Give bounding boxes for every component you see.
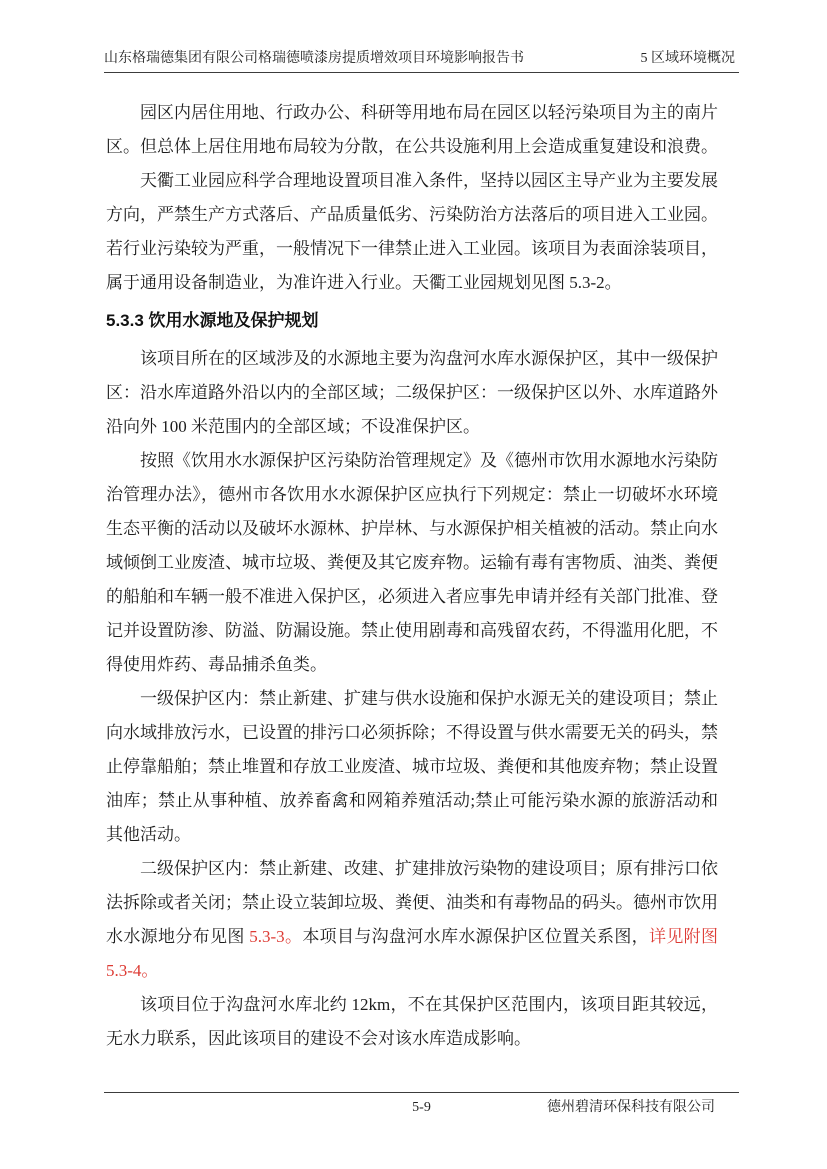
section-heading-5-3-3: 5.3.3 饮用水源地及保护规划 (106, 311, 319, 330)
header-chapter-label: 5 区域环境概况 (640, 51, 735, 66)
paragraph-second-level-zone-rules (106, 852, 718, 988)
page-header (104, 50, 739, 73)
document-body (106, 96, 718, 1056)
page-footer (104, 1092, 739, 1119)
paragraph-water-source-zones: 该项目所在的区域涉及的水源地主要为沟盘河水库水源保护区，其中一级保护区：沿水库道路外沿以内的全部区域；二级保护区：一级保护区以外、水库道路外沿向外 100 米范围内的全部区域；不设准保护区。 (106, 349, 718, 436)
paragraph-park-entry-conditions: 天衢工业园应科学合理地设置项目准入条件，坚持以园区主导产业为主要发展方向，严禁生产方式落后、产品质量低劣、污染防治方法落后的项目进入工业园。若行业污染较为严重，一般情况下一律禁止进入工业园。该项目为表面涂装项目，属于通用设备制造业，为准许进入行业。天衢工业园规划见图 5.3-2。 (106, 171, 718, 292)
figure-reference-5-3-4: 详见附图 5.3-4。 (106, 927, 718, 980)
page-number: 5-9 (412, 1100, 431, 1115)
paragraph-first-level-zone-rules: 一级保护区内：禁止新建、扩建与供水设施和保护水源无关的建设项目；禁止向水域排放污水，已设置的排污口必须拆除；不得设置与供水需要无关的码头，禁止停靠船舶；禁止堆置和存放工业废渣、城市垃圾、粪便和其他废弃物；禁止设置油库；禁止从事种植、放养畜禽和网箱养殖活动;禁止可能污染水源的旅游活动和其他活动。 (106, 689, 718, 844)
figure-reference-5-3-3: 5.3-3。 (249, 927, 303, 946)
paragraph-text: 二级保护区内：禁止新建、改建、扩建排放污染物的建设项目；原有排污口依法拆除或者关闭；禁止设立装卸垃圾、粪便、油类和有毒物品的码头。德州市饮用水水源地分布见图 (106, 859, 718, 946)
header-report-title: 山东格瑞德集团有限公司格瑞德喷漆房提质增效项目环境影响报告书 (104, 51, 524, 66)
paragraph-project-distance-conclusion: 该项目位于沟盘河水库北约 12km，不在其保护区范围内，该项目距其较远，无水力联系，因此该项目的建设不会对该水库造成影响。 (106, 995, 718, 1048)
paragraph-text: 本项目与沟盘河水库水源保护区位置关系图， (302, 927, 649, 946)
paragraph-industrial-park-layout: 园区内居住用地、行政办公、科研等用地布局在园区以轻污染项目为主的南片区。但总体上居住用地布局较为分散，在公共设施利用上会造成重复建设和浪费。 (106, 103, 718, 156)
paragraph-protection-regulations: 按照《饮用水水源保护区污染防治管理规定》及《德州市饮用水源地水污染防治管理办法》，德州市各饮用水水源保护区应执行下列规定：禁止一切破坏水环境生态平衡的活动以及破坏水源林、护岸林、与水源保护相关植被的活动。禁止向水域倾倒工业废渣、城市垃圾、粪便及其它废弃物。运输有毒有害物质、油类、粪便的船舶和车辆一般不准进入保护区，必须进入者应事先申请并经有关部门批准、登记并设置防渗、防溢、防漏设施。禁止使用剧毒和高残留农药，不得滥用化肥，不得使用炸药、毒品捕杀鱼类。 (106, 451, 718, 674)
footer-company-name: 德州碧清环保科技有限公司 (547, 1100, 715, 1115)
